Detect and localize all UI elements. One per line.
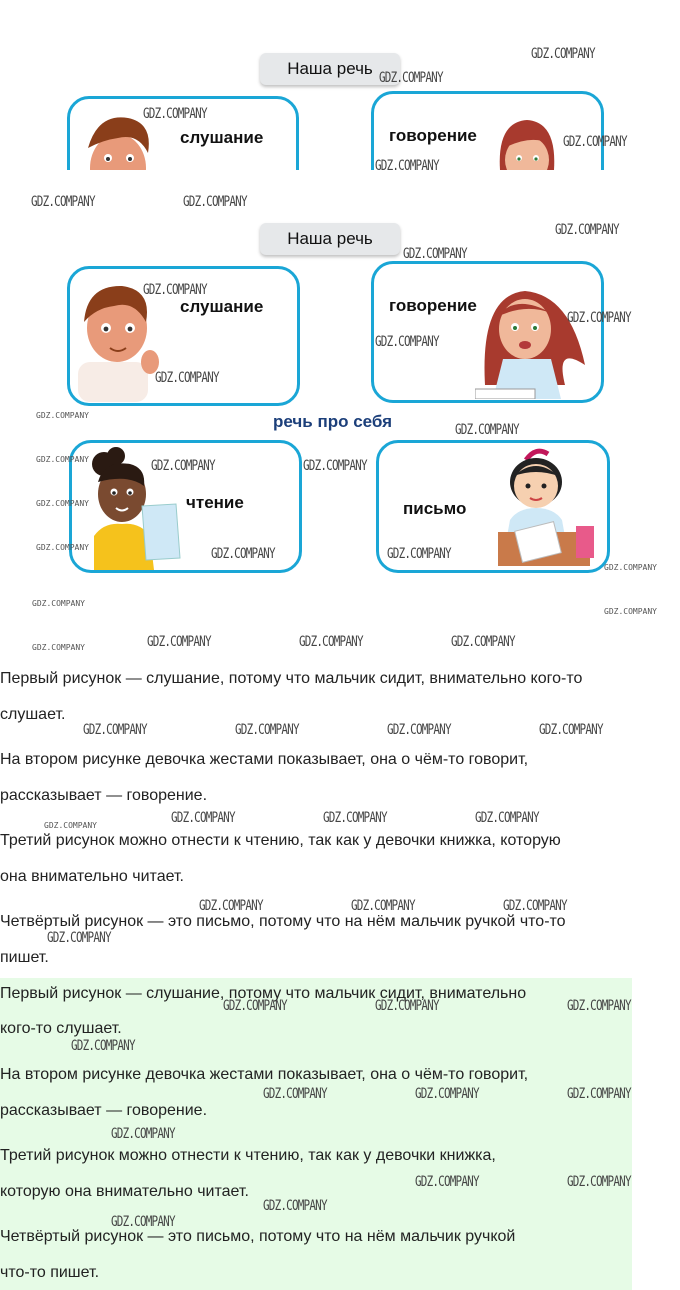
watermark-small: GDZ.COMPANY (36, 499, 89, 508)
watermark: GDZ.COMPANY (387, 722, 451, 738)
highlight-line: которую она внимательно читает. (0, 1183, 249, 1200)
watermark: GDZ.COMPANY (111, 1126, 175, 1142)
girl-speaking-illustration (475, 285, 595, 399)
answer-line: Третий рисунок можно отнести к чтению, так как у девочки книжка, которую (0, 832, 561, 849)
watermark: GDZ.COMPANY (375, 334, 439, 350)
watermark-small: GDZ.COMPANY (36, 411, 89, 420)
answer-line: слушает. (0, 706, 66, 723)
watermark: GDZ.COMPANY (539, 722, 603, 738)
watermark: GDZ.COMPANY (143, 106, 207, 122)
watermark: GDZ.COMPANY (455, 422, 519, 438)
watermark: GDZ.COMPANY (47, 930, 111, 946)
highlight-line: что-то пишет. (0, 1264, 100, 1281)
label-writing: письмо (403, 499, 467, 518)
answer-line: Первый рисунок — слушание, потому что мальчик сидит, внимательно кого-то (0, 670, 583, 687)
boy-writing-illustration (496, 446, 596, 566)
watermark: GDZ.COMPANY (375, 998, 439, 1014)
watermark-small: GDZ.COMPANY (32, 599, 85, 608)
label-reading: чтение (186, 493, 244, 512)
watermark: GDZ.COMPANY (387, 546, 451, 562)
highlight-line: Первый рисунок — слушание, потому что мальчик сидит, внимательно (0, 985, 527, 1002)
watermark: GDZ.COMPANY (183, 194, 247, 210)
boy-listening-illustration (72, 280, 162, 402)
watermark-small: GDZ.COMPANY (604, 563, 657, 572)
watermark: GDZ.COMPANY (111, 1214, 175, 1230)
answer-line: На втором рисунке девочка жестами показывает, она о чём-то говорит, (0, 751, 529, 768)
watermark: GDZ.COMPANY (415, 1086, 479, 1102)
watermark: GDZ.COMPANY (263, 1086, 327, 1102)
label-speaking: говорение (389, 296, 477, 315)
girl-illustration (492, 112, 562, 170)
watermark: GDZ.COMPANY (303, 458, 367, 474)
watermark-small: GDZ.COMPANY (36, 455, 89, 464)
watermark: GDZ.COMPANY (555, 222, 619, 238)
watermark: GDZ.COMPANY (351, 898, 415, 914)
highlight-line: На втором рисунке девочка жестами показывает, она о чём-то говорит, (0, 1066, 529, 1083)
watermark: GDZ.COMPANY (155, 370, 219, 386)
watermark: GDZ.COMPANY (563, 134, 627, 150)
watermark: GDZ.COMPANY (567, 1174, 631, 1190)
watermark: GDZ.COMPANY (71, 1038, 135, 1054)
answer-line: пишет. (0, 949, 49, 966)
watermark-small: GDZ.COMPANY (36, 543, 89, 552)
watermark: GDZ.COMPANY (503, 898, 567, 914)
watermark: GDZ.COMPANY (567, 1086, 631, 1102)
watermark: GDZ.COMPANY (451, 634, 515, 650)
watermark: GDZ.COMPANY (147, 634, 211, 650)
watermark: GDZ.COMPANY (223, 998, 287, 1014)
answer-line: она внимательно читает. (0, 868, 184, 885)
figure-top-title: Наша речь (260, 53, 400, 85)
highlight-line: кого-то слушает. (0, 1020, 122, 1037)
highlight-line: рассказывает — говорение. (0, 1102, 208, 1119)
figure-main-title: Наша речь (260, 223, 400, 255)
inner-speech-label: речь про себя (273, 412, 393, 431)
watermark: GDZ.COMPANY (415, 1174, 479, 1190)
highlight-line: Четвёртый рисунок — это письмо, потому что на нём мальчик ручкой (0, 1228, 516, 1245)
watermark: GDZ.COMPANY (171, 810, 235, 826)
watermark: GDZ.COMPANY (403, 246, 467, 262)
watermark: GDZ.COMPANY (31, 194, 95, 210)
watermark: GDZ.COMPANY (323, 810, 387, 826)
watermark: GDZ.COMPANY (375, 158, 439, 174)
watermark: GDZ.COMPANY (531, 46, 595, 62)
watermark: GDZ.COMPANY (235, 722, 299, 738)
watermark: GDZ.COMPANY (199, 898, 263, 914)
answer-line: рассказывает — говорение. (0, 787, 208, 804)
figure-top-label-speaking: говорение (389, 126, 477, 145)
figure-top-label-listening: слушание (180, 128, 264, 147)
watermark: GDZ.COMPANY (143, 282, 207, 298)
label-listening: слушание (180, 297, 264, 316)
watermark-small: GDZ.COMPANY (604, 607, 657, 616)
watermark: GDZ.COMPANY (151, 458, 215, 474)
watermark-small: GDZ.COMPANY (44, 821, 97, 830)
watermark: GDZ.COMPANY (379, 70, 443, 86)
watermark: GDZ.COMPANY (567, 310, 631, 326)
watermark: GDZ.COMPANY (475, 810, 539, 826)
watermark: GDZ.COMPANY (299, 634, 363, 650)
answer-line: Четвёртый рисунок — это письмо, потому что на нём мальчик ручкой что-то (0, 913, 566, 930)
watermark: GDZ.COMPANY (567, 998, 631, 1014)
watermark: GDZ.COMPANY (211, 546, 275, 562)
watermark: GDZ.COMPANY (263, 1198, 327, 1214)
highlight-line: Третий рисунок можно отнести к чтению, так как у девочки книжка, (0, 1147, 496, 1164)
watermark: GDZ.COMPANY (83, 722, 147, 738)
watermark-small: GDZ.COMPANY (32, 643, 85, 652)
